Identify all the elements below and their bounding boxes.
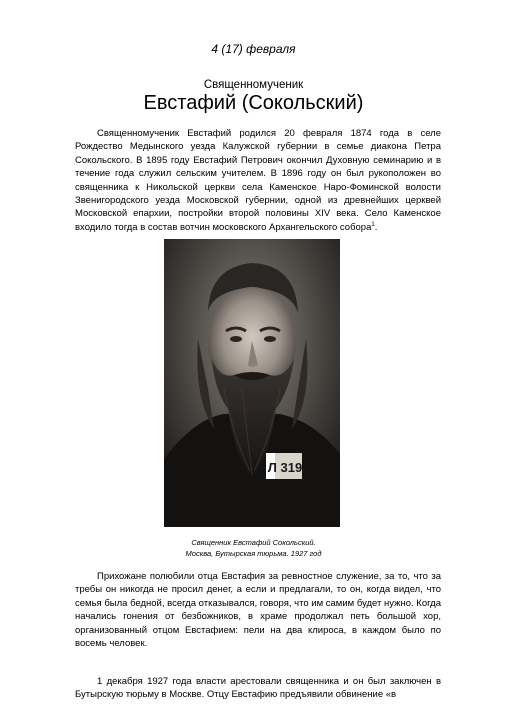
paragraph-arrest: 1 декабря 1927 года власти арестовали священника и он был заключен в Бутырскую тюрьму в Москве. Отцу Евстафию предъявили обвинение «в — [75, 676, 441, 701]
portrait-photo — [164, 239, 340, 527]
page-title: Евстафий (Сокольский) — [143, 92, 364, 114]
photo-caption-line1: Священник Евстафий Сокольский. — [191, 538, 316, 547]
left-eye-shape — [230, 336, 242, 342]
paragraph-biography-end: . — [374, 221, 378, 233]
portrait-drawing — [164, 239, 340, 527]
paragraph-parishioners: Прихожане полюбили отца Евстафия за ревностное служение, за то, что за требы он никогда не просил денег, а если и предлагали, то он, когда видел, что семья была бедной, всегда отказывался, говоря, что им самим будет нужно. Когда начались гонения от безбожников, в храме продолжал петь большой хор, организованный отцом Евстафием: пели на два клироса, в каждом было по восемь человек. — [75, 571, 441, 650]
photo-caption-line2: Москва, Бутырская тюрьма. 1927 год — [185, 549, 322, 558]
saint-rank: Священномученик — [203, 79, 304, 91]
prisoner-tag-number: Л 319 — [267, 460, 303, 475]
feast-date: 4 (17) февраля — [211, 42, 296, 56]
paragraph-biography-text: Священномученик Евстафий родился 20 февраля 1874 года в селе Рождество Медынского уезда Калужской губернии в семье диакона Петра Сокольского. В 1895 году Евстафий Петрович окончил Духовную семинарию и в течение года служил сельским учителем. В 1896 году он был рукоположен во священника к Никольской церкви села Каменское Наро-Фоминской волости Звенигородского уезда Московской губернии, одной из древнейших церквей Московской епархии, постройки второй половины XIV века. Село Каменское входило тогда в состав вотчин московского Архангельского собора — [75, 128, 441, 233]
footnote-marker[interactable]: 1 — [371, 221, 375, 228]
right-eye-shape — [264, 336, 276, 342]
photo-caption — [0, 537, 507, 559]
paragraph-biography — [75, 127, 441, 234]
